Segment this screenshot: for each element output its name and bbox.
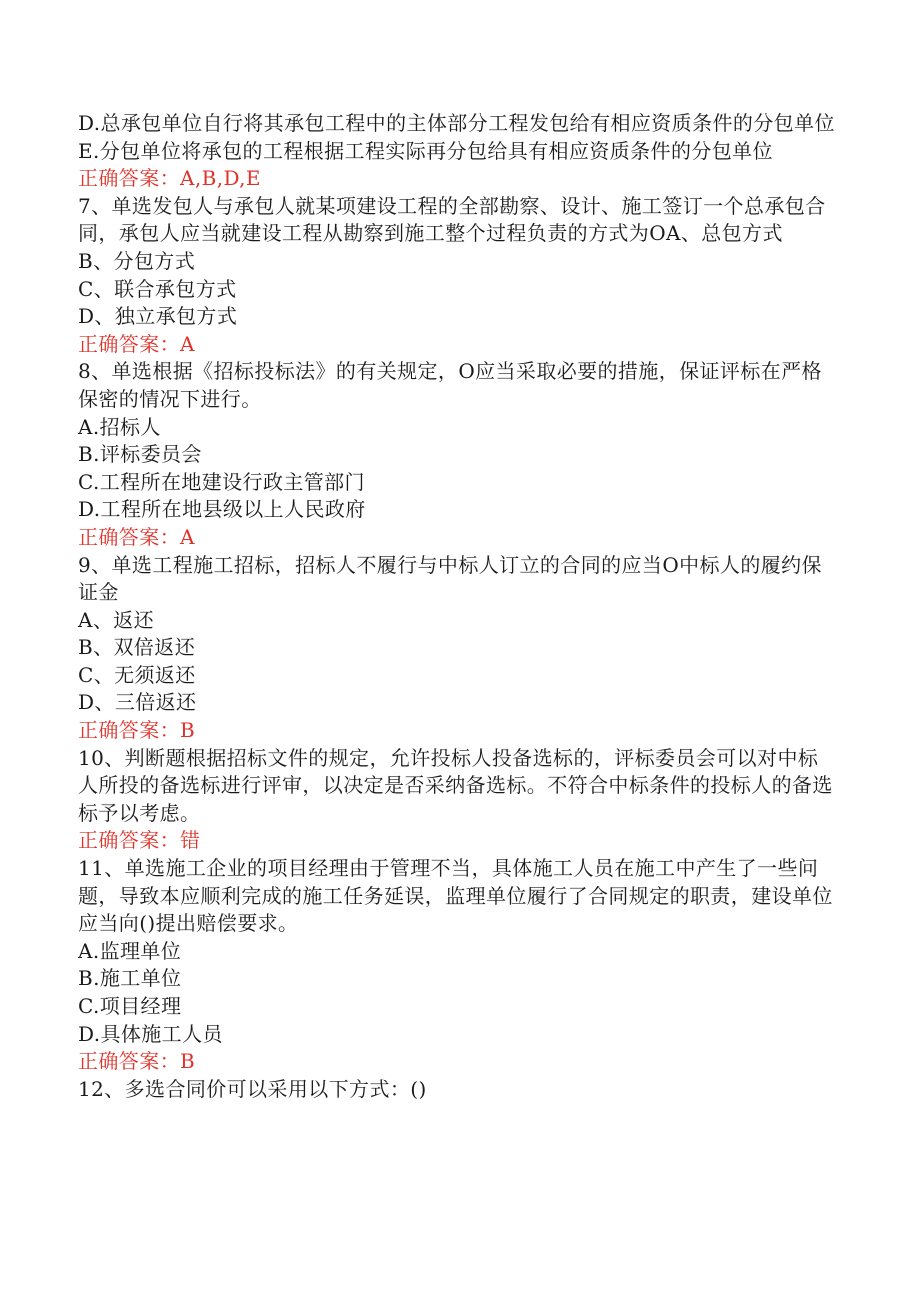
text-line: A.监理单位 [78,938,182,963]
text-line: D.总承包单位自行将其承包工程中的主体部分工程发包给有相应资质条件的分包单位 [78,111,835,135]
answer-value: A [180,524,195,549]
text-line: C、联合承包方式 [78,276,237,301]
document-page [78,110,838,1103]
answer-line [78,827,838,855]
answer-value: 错 [180,828,201,853]
answer-label: 正确答案： [78,166,180,191]
text-line: B.评标委员会 [78,442,202,467]
text-line: D、独立承包方式 [78,304,238,329]
text-line: B、分包方式 [78,248,196,273]
answer-line [78,524,838,552]
text-line: D.工程所在地县级以上人民政府 [78,497,366,522]
text-line: 8、单选根据《招标投标法》的有关规定，O应当采取必要的措施，保证评标在严格保密的情况下进行。 [78,359,822,411]
answer-line [78,717,838,745]
text-line: B.施工单位 [78,966,182,991]
answer-label: 正确答案： [78,331,180,356]
answer-value: A [180,331,195,356]
answer-line [78,331,838,359]
answer-value: B [180,1049,196,1074]
text-line: 11、单选施工企业的项目经理由于管理不当，具体施工人员在施工中产生了一些问题，导致本应顺利完成的施工任务延误，监理单位履行了合同规定的职责，建设单位应当向()提出赔偿要求。 [78,856,833,936]
text-line: C.工程所在地建设行政主管部门 [78,469,365,494]
text-line: 10、判断题根据招标文件的规定，允许投标人投备选标的，评标委员会可以对中标人所投的备选标进行评审，以决定是否采纳备选标。不符合中标条件的投标人的备选标予以考虑。 [78,745,833,825]
text-line: C、无须返还 [78,662,196,687]
text-line: 9、单选工程施工招标，招标人不履行与中标人订立的合同的应当O中标人的履约保证金 [78,552,822,605]
text-line: 7、单选发包人与承包人就某项建设工程的全部勘察、设计、施工签订一个总承包合同，承包人应当就建设工程从勘察到施工整个过程负责的方式为OA、总包方式 [78,193,826,246]
answer-label: 正确答案： [78,718,180,743]
answer-value: A,B,D,E [180,166,261,191]
answer-label: 正确答案： [78,1049,180,1074]
text-line: D.具体施工人员 [78,1021,223,1046]
answer-line [78,1048,838,1076]
answer-line [78,165,838,193]
answer-value: B [180,718,196,743]
answer-label: 正确答案： [78,828,180,853]
text-line: D、三倍返还 [78,690,197,715]
text-line: E.分包单位将承包的工程根据工程实际再分包给具有相应资质条件的分包单位 [78,138,773,163]
text-line: B、双倍返还 [78,635,196,660]
text-line: 12、多选合同价可以采用以下方式：() [78,1076,427,1101]
answer-label: 正确答案： [78,524,180,549]
text-line: C.项目经理 [78,994,182,1018]
text-line: A.招标人 [78,414,161,439]
text-line: A、返还 [78,607,155,632]
